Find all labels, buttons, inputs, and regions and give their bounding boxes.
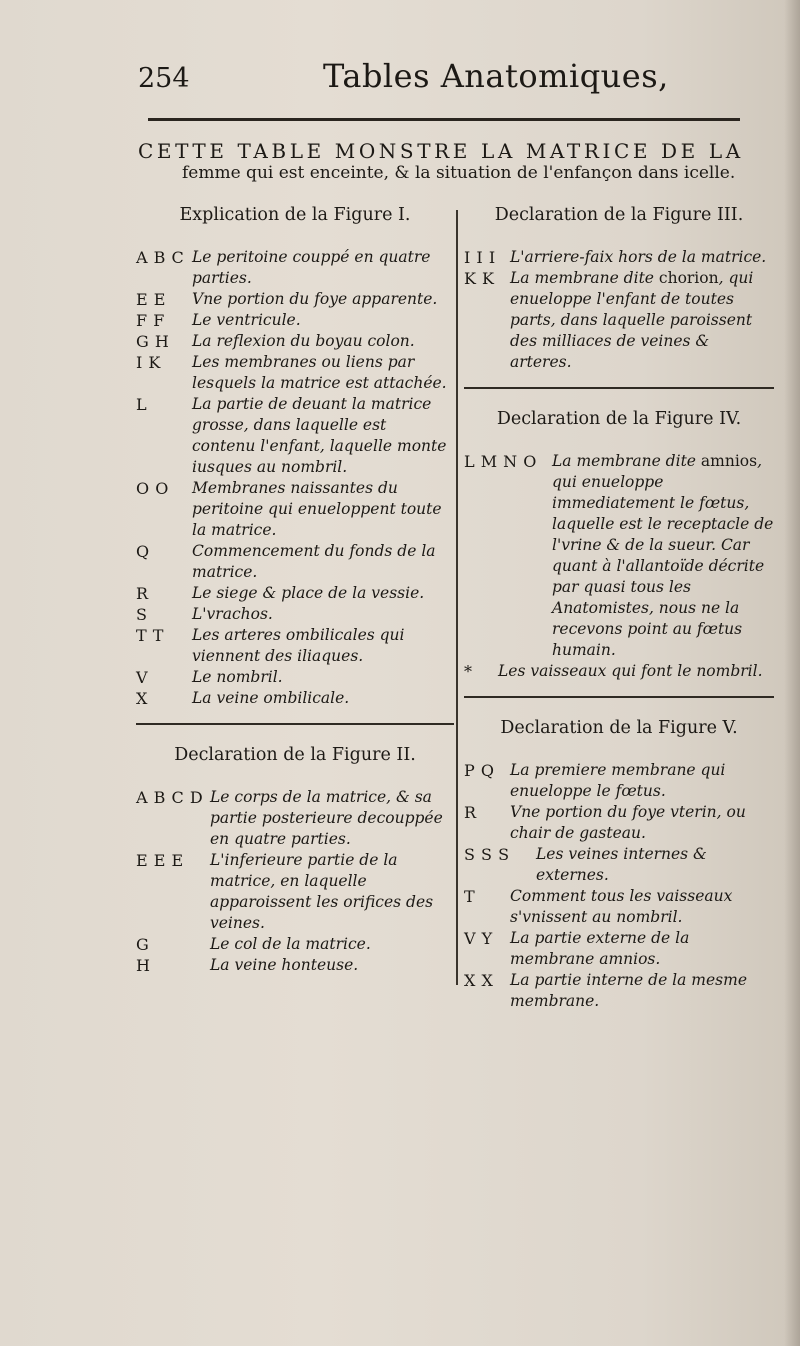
entry-label: V xyxy=(136,668,149,687)
figure-2-heading: Declaration de la Figure II. xyxy=(174,745,416,765)
entry-label: G H xyxy=(136,332,170,351)
page-number: 254 xyxy=(138,63,190,94)
entry-text: Le corps de la matrice, & sa partie posterieure decouppée en quatre parties. xyxy=(210,788,443,848)
entry-label: S S S xyxy=(464,845,510,864)
entry-text: Le siege & place de la vessie. xyxy=(192,584,425,602)
entry-label: X xyxy=(136,689,148,708)
figure-1-heading: Explication de la Figure I. xyxy=(179,205,411,225)
entry-label: I K xyxy=(136,353,161,372)
entry-label: E E xyxy=(136,290,166,309)
legend-entry xyxy=(464,886,774,928)
legend-entry xyxy=(136,478,454,541)
entry-label: R xyxy=(464,803,477,822)
entry-text: La premiere membrane qui enueloppe le fœtus. xyxy=(510,761,726,800)
legend-entry xyxy=(464,661,774,682)
entry-label: A B C D xyxy=(136,788,204,807)
entry-text: La reflexion du boyau colon. xyxy=(192,332,415,350)
figure-5-heading: Declaration de la Figure V. xyxy=(500,718,738,738)
entry-text: La partie externe de la membrane amnios. xyxy=(510,929,690,968)
entry-text: Le col de la matrice. xyxy=(210,935,371,953)
entry-label: L xyxy=(136,395,148,414)
entry-label: O O xyxy=(136,479,169,498)
entry-text: Commencement du fonds de la matrice. xyxy=(192,542,436,581)
entry-text: L'arriere-faix hors de la matrice. xyxy=(510,248,767,266)
entry-label: R xyxy=(136,584,149,603)
legend-entry xyxy=(136,583,454,604)
table-intro-line-2: femme qui est enceinte, & la situation de l'enfançon dans icelle. xyxy=(182,163,736,183)
legend-entry xyxy=(464,451,774,661)
entry-text: La partie interne de la mesme membrane. xyxy=(510,971,747,1010)
page-header xyxy=(138,55,778,99)
right-column xyxy=(464,205,774,1012)
legend-entry xyxy=(464,844,774,886)
entry-label: Q xyxy=(136,542,150,561)
entry-label: T xyxy=(464,887,476,906)
legend-entry xyxy=(136,625,454,667)
table-intro-line-1: CETTE TABLE MONSTRE LA MATRICE DE LA xyxy=(138,139,744,163)
entry-label: A B C xyxy=(136,248,185,267)
entry-text: Les veines internes & externes. xyxy=(536,845,707,884)
entry-label: S xyxy=(136,605,148,624)
figure-3-heading: Declaration de la Figure III. xyxy=(494,205,744,225)
legend-entry xyxy=(464,970,774,1012)
legend-entry xyxy=(136,310,454,331)
entry-text: Le nombril. xyxy=(192,668,283,686)
legend-entry xyxy=(464,802,774,844)
entry-text: La veine honteuse. xyxy=(210,956,359,974)
entry-label: V Y xyxy=(464,929,493,948)
entry-text: L'vrachos. xyxy=(192,605,273,623)
entry-label: P Q xyxy=(464,761,495,780)
legend-entry xyxy=(136,541,454,583)
legend-entry xyxy=(136,604,454,625)
entry-text: La membrane dite chorion, qui enueloppe l'enfant de toutes parts, dans laquelle paroissent des milliaces de veines & arteres. xyxy=(510,269,754,371)
legend-entry xyxy=(464,247,774,268)
entry-text: Comment tous les vaisseaux s'vnissent au nombril. xyxy=(510,887,733,926)
page-edge-shadow xyxy=(784,0,800,1346)
legend-entry xyxy=(136,331,454,352)
entry-label: H xyxy=(136,956,151,975)
entry-label: I I I xyxy=(464,248,496,267)
entry-text: Le peritoine couppé en quatre parties. xyxy=(192,248,431,287)
legend-entry xyxy=(464,928,774,970)
entry-text: La membrane dite amnios, qui enueloppe immediatement le fœtus, laquelle est le receptacle de l'vrine & de la sueur. Car quant à l'allantoïde décrite par quasi tous les Anatomistes, nous ne la recevons point au fœtus humain. xyxy=(552,452,774,659)
legend-entry xyxy=(136,289,454,310)
entry-label: X X xyxy=(464,971,494,990)
legend-entry xyxy=(136,787,454,850)
column-divider xyxy=(456,210,458,985)
entry-text: Les membranes ou liens par lesquels la matrice est attachée. xyxy=(192,353,447,392)
entry-text: Les arteres ombilicales qui viennent des iliaques. xyxy=(192,626,405,665)
legend-entry xyxy=(136,667,454,688)
entry-label: L M N O xyxy=(464,452,537,471)
entry-label: G xyxy=(136,935,150,954)
figure-4-heading: Declaration de la Figure IV. xyxy=(496,409,742,429)
section-rule xyxy=(464,696,774,698)
entry-text: Membranes naissantes du peritoine qui enueloppent toute la matrice. xyxy=(192,479,442,539)
section-rule xyxy=(136,723,454,725)
entry-text: Les vaisseaux qui font le nombril. xyxy=(498,662,763,680)
legend-entry xyxy=(136,247,454,289)
legend-entry xyxy=(136,955,454,976)
entry-text: La partie de deuant la matrice grosse, dans laquelle est contenu l'enfant, laquelle monte iusques au nombril. xyxy=(192,395,447,476)
header-rule xyxy=(148,118,740,121)
entry-label: T T xyxy=(136,626,164,645)
entry-text: Vne portion du foye vterin, ou chair de gasteau. xyxy=(510,803,746,842)
entry-text: Vne portion du foye apparente. xyxy=(192,290,438,308)
legend-entry xyxy=(464,268,774,373)
legend-entry xyxy=(136,352,454,394)
entry-label: F F xyxy=(136,311,165,330)
legend-entry xyxy=(136,934,454,955)
legend-entry xyxy=(136,850,454,934)
asterisk-label: * xyxy=(464,662,473,681)
entry-label: K K xyxy=(464,269,495,288)
section-rule xyxy=(464,387,774,389)
entry-text: L'inferieure partie de la matrice, en laquelle apparoissent les orifices des veines. xyxy=(210,851,434,932)
legend-entry xyxy=(136,688,454,709)
left-column xyxy=(136,205,454,976)
legend-entry xyxy=(464,760,774,802)
entry-text: Le ventricule. xyxy=(192,311,301,329)
entry-label: E E E xyxy=(136,851,184,870)
running-title: Tables Anatomiques, xyxy=(323,57,669,95)
entry-text: La veine ombilicale. xyxy=(192,689,350,707)
legend-entry xyxy=(136,394,454,478)
